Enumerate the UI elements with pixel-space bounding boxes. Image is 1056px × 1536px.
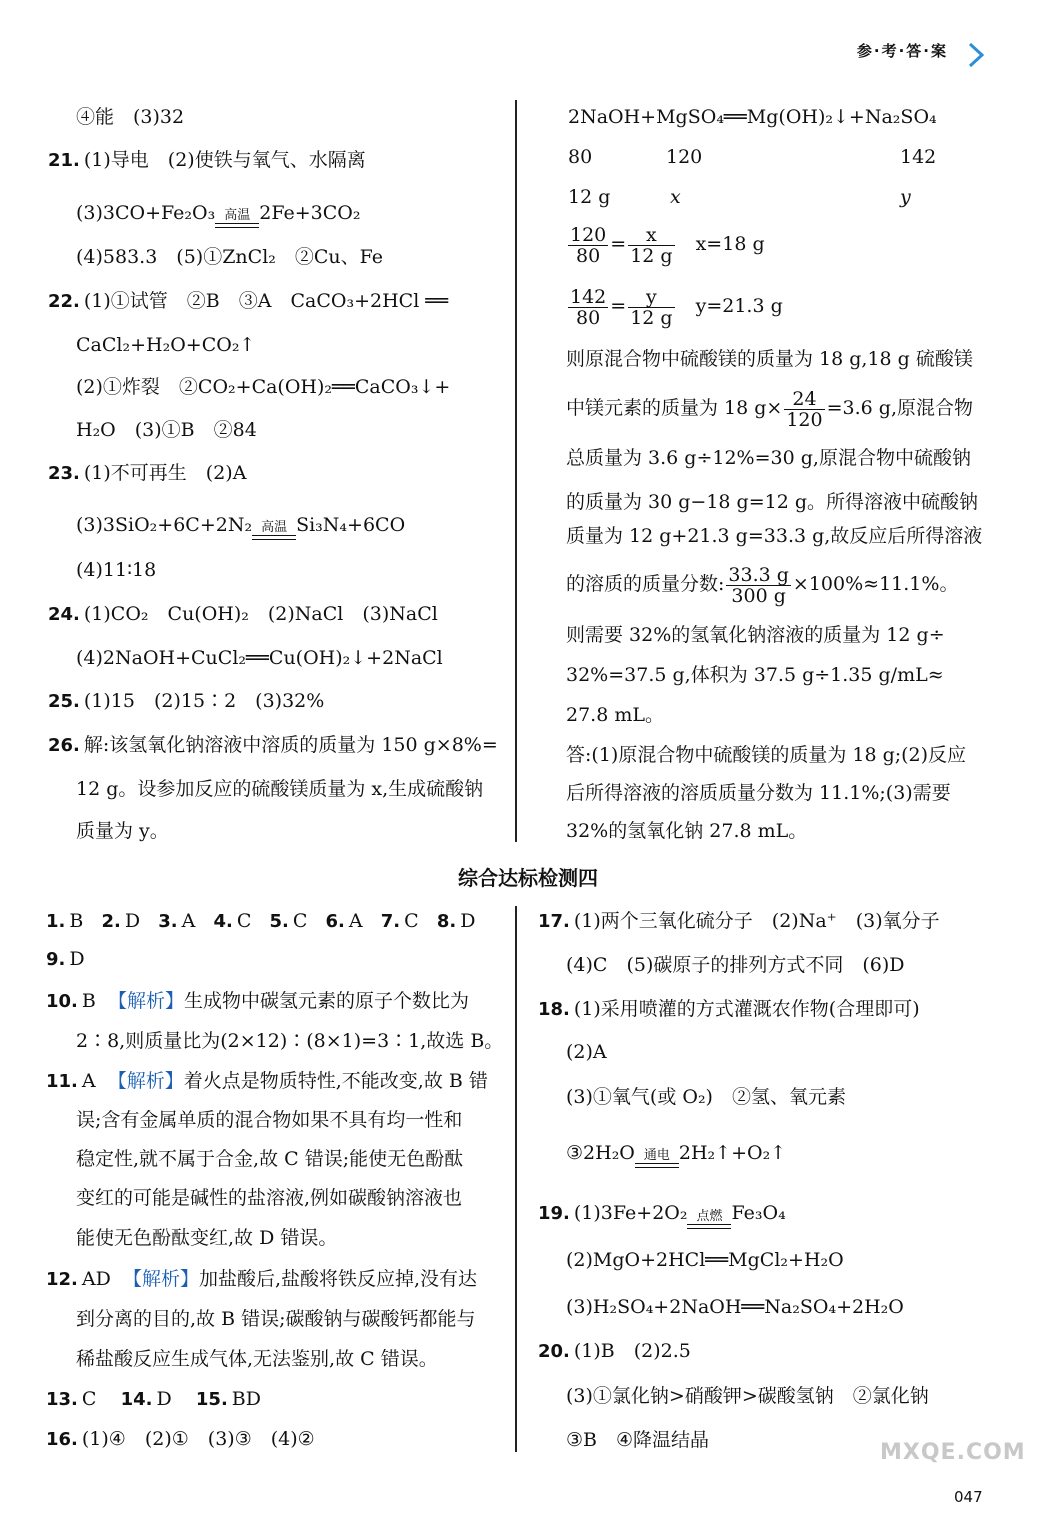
chevron-right-icon <box>962 40 990 70</box>
answer-12: 12. AD 【解析】加盐酸后,盐酸将铁反应掉,没有达 <box>46 1268 478 1290</box>
solution-line: 中镁元素的质量为 18 g× $\frac{24}{120}$ =3.6 g,原混合物 <box>566 387 973 431</box>
answer-line: 变红的可能是碱性的盐溶液,例如碳酸钠溶液也 <box>76 1187 463 1209</box>
answer-26: 26. 解:该氢氧化钠溶液中溶质的质量为 150 g×8%= <box>48 734 498 756</box>
answer-line: ③B ④降温结晶 <box>566 1429 710 1451</box>
answer-line: (4)2NaOH+CuCl₂══Cu(OH)₂↓+2NaCl <box>76 647 443 669</box>
proportion-1: $\frac{120}{80}$ = $\frac{x}{12 g}$ x=18 g <box>570 223 765 267</box>
answer-line: (2)①炸裂 ②CO₂+Ca(OH)₂══CaCO₃↓+ <box>76 376 451 398</box>
ratio-row: 142 <box>900 146 937 168</box>
ratio-row: y <box>900 186 911 208</box>
answer-11: 11. A 【解析】着火点是物质特性,不能改变,故 B 错 <box>46 1070 488 1092</box>
ratio-row: x <box>670 186 681 208</box>
answer-line: 稀盐酸反应生成气体,无法鉴别,故 C 错误。 <box>76 1348 438 1370</box>
running-title: 参·考·答·案 <box>856 42 948 60</box>
solution-line: 的质量为 30 g−18 g=12 g。所得溶液中硫酸钠 <box>566 491 979 513</box>
solution-line: 32%=37.5 g,体积为 37.5 g÷1.35 g/mL≈ <box>566 664 944 686</box>
answer-line: (4)583.3 (5)①ZnCl₂ ②Cu、Fe <box>76 246 384 268</box>
answer-line: 稳定性,就不属于合金,故 C 错误;能使无色酚酞 <box>76 1148 464 1170</box>
column-divider-bottom <box>515 906 517 1452</box>
equation-line: 2NaOH+MgSO₄══Mg(OH)₂↓+Na₂SO₄ <box>568 106 937 128</box>
watermark: MXQE.COM <box>880 1440 1026 1465</box>
equation-line: (3)3SiO₂+6C+2N₂ 高温 Si₃N₄+6CO <box>76 512 405 538</box>
answer-21: 21. (1)导电 (2)使铁与氧气、水隔离 <box>48 149 366 171</box>
answer-10: 10. B 【解析】生成物中碳氢元素的原子个数比为 <box>46 990 469 1012</box>
equation-line: (3)3CO+Fe₂O₃ 高温 2Fe+3CO₂ <box>76 200 360 226</box>
solution-line: 27.8 mL。 <box>566 704 664 726</box>
answer-9: 9. D <box>46 948 85 970</box>
equation-line: (2)MgO+2HCl══MgCl₂+H₂O <box>566 1249 844 1271</box>
solution-line: 则需要 32%的氢氧化钠溶液的质量为 12 g÷ <box>566 624 945 646</box>
answer-line: (3)①氧气(或 O₂) ②氢、氧元素 <box>566 1086 846 1108</box>
solution-line: 32%的氢氧化钠 27.8 mL。 <box>566 820 808 842</box>
answer-line: 12 g。设参加反应的硫酸镁质量为 x,生成硫酸钠 <box>76 778 484 800</box>
solution-line: 质量为 12 g+21.3 g=33.3 g,故反应后所得溶液 <box>566 525 983 547</box>
proportion-2: $\frac{142}{80}$ = $\frac{y}{12 g}$ y=21.3 g <box>570 285 783 329</box>
answer-19: 19. (1)3Fe+2O₂ 点燃 Fe₃O₄ <box>538 1200 786 1227</box>
answer-23: 23. (1)不可再生 (2)A <box>48 462 247 484</box>
solution-line: 则原混合物中硫酸镁的质量为 18 g,18 g 硫酸镁 <box>566 348 973 370</box>
equation-line: ③2H₂O 通电 2H₂↑+O₂↑ <box>566 1140 786 1166</box>
mc-answers: 1. B 2. D 3. A 4. C 5. C 6. A 7. C 8. D <box>46 910 476 932</box>
answer-25: 25. (1)15 (2)15∶2 (3)32% <box>48 690 325 712</box>
solution-line: 答:(1)原混合物中硫酸镁的质量为 18 g;(2)反应 <box>566 744 967 766</box>
answer-13-15: 13. C 14. D 15. BD <box>46 1388 261 1410</box>
section-title: 综合达标检测四 <box>458 866 598 890</box>
answer-18: 18. (1)采用喷灌的方式灌溉农作物(合理即可) <box>538 998 920 1020</box>
solution-line: 后所得溶液的溶质质量分数为 11.1%;(3)需要 <box>566 782 951 804</box>
answer-line: CaCl₂+H₂O+CO₂↑ <box>76 334 256 356</box>
answer-line: (4)C (5)碳原子的排列方式不同 (6)D <box>566 954 905 976</box>
answer-line: 2∶8,则质量比为(2×12)∶(8×1)=3∶1,故选 B。 <box>76 1030 504 1052</box>
answer-line: (2)A <box>566 1041 607 1063</box>
answer-16: 16. (1)④ (2)① (3)③ (4)② <box>46 1428 315 1450</box>
ratio-row: 120 <box>666 146 703 168</box>
equation-line: (3)H₂SO₄+2NaOH══Na₂SO₄+2H₂O <box>566 1296 904 1318</box>
answer-line: 质量为 y。 <box>76 820 169 842</box>
answer-22: 22. (1)①试管 ②B ③A CaCO₃+2HCl ══ <box>48 290 449 312</box>
ratio-row: 12 g <box>568 186 611 208</box>
answer-17: 17. (1)两个三氧化硫分子 (2)Na⁺ (3)氧分子 <box>538 910 940 932</box>
answer-line: 能使无色酚酞变红,故 D 错误。 <box>76 1227 338 1249</box>
answer-line: (3)①氯化钠>硝酸钾>碳酸氢钠 ②氯化钠 <box>566 1385 929 1407</box>
answer-line: 到分离的目的,故 B 错误;碳酸钠与碳酸钙都能与 <box>76 1308 476 1330</box>
answer-line: H₂O (3)①B ②84 <box>76 419 257 441</box>
solution-line: 的溶质的质量分数: $\frac{33.3 g}{300 g}$ ×100%≈11.1%。 <box>566 563 959 607</box>
answer-24: 24. (1)CO₂ Cu(OH)₂ (2)NaCl (3)NaCl <box>48 603 438 625</box>
answer-20: 20. (1)B (2)2.5 <box>538 1340 691 1362</box>
column-divider-top <box>515 100 517 842</box>
answer-line: 误;含有金属单质的混合物如果不具有均一性和 <box>76 1109 463 1131</box>
page-number: 047 <box>954 1488 983 1506</box>
ratio-row: 80 <box>568 146 593 168</box>
answer-line: ④能 (3)32 <box>76 106 185 128</box>
answer-line: (4)11∶18 <box>76 559 157 581</box>
solution-line: 总质量为 3.6 g÷12%=30 g,原混合物中硫酸钠 <box>566 447 971 469</box>
